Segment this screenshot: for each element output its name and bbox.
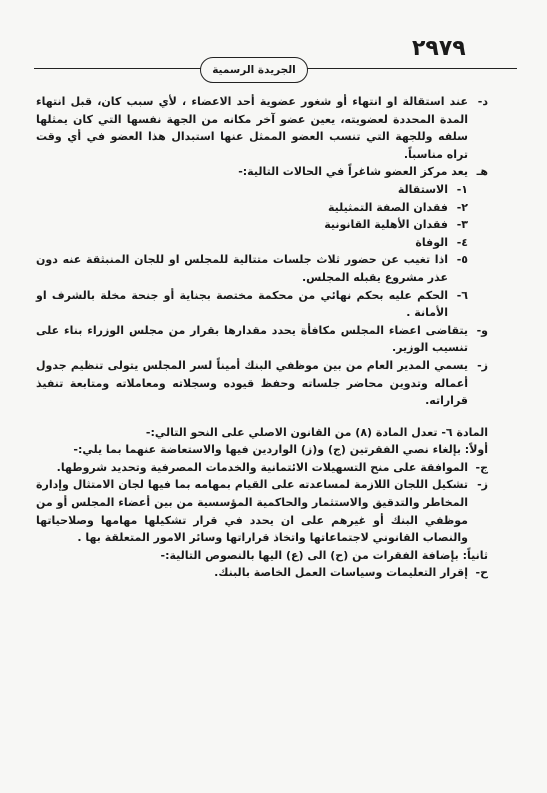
sub-item-text: الوفاة xyxy=(415,235,448,249)
article-6-para-z xyxy=(36,476,488,546)
clause-w xyxy=(36,322,488,357)
clause-label: د- xyxy=(477,95,488,108)
sub-item-1 xyxy=(36,181,488,199)
document-body xyxy=(36,93,488,582)
sub-item-4 xyxy=(36,234,488,252)
clause-label: ز- xyxy=(477,478,488,492)
sub-item-label: ٦- xyxy=(456,288,468,302)
clause-text: الموافقة على منح التسهيلات الائتمانية والخدمات المصرفية وتحديد شروطها. xyxy=(56,460,468,474)
clause-text: يتقاضى اعضاء المجلس مكافأة يحدد مقدارها بقرار من مجلس الوزراء بناء على تنسيب الوزير. xyxy=(36,323,468,355)
sub-item-text: فقدان الأهلية القانونية xyxy=(324,218,448,232)
spacer xyxy=(36,410,488,424)
sub-item-label: ٢- xyxy=(456,200,468,214)
clause-text: يسمي المدير العام من بين موظفي البنك أميناً لسر المجلس يتولى تنظيم جدول أعماله وتدوين محاضر جلساته وحفظ قيوده وسجلاته ومعاملاته ومتابعة تنفيذ قراراته. xyxy=(36,358,468,408)
sub-item-6 xyxy=(36,287,488,322)
sub-item-5 xyxy=(36,251,488,286)
clause-z xyxy=(36,357,488,410)
article-6-para-j xyxy=(36,459,488,477)
clause-label: و- xyxy=(476,323,488,337)
header-label: الجريدة الرسمية xyxy=(200,57,308,83)
clause-label: ز- xyxy=(477,358,488,372)
clause-text: يعد مركز العضو شاغراً في الحالات التالية:- xyxy=(238,165,468,179)
sub-item-2 xyxy=(36,199,488,217)
clause-label: هـ xyxy=(476,165,488,179)
clause-h xyxy=(36,163,488,181)
article-6-second-paragraph: ثانياً: بإضافة الفقرات من (ح) الى (ع) اليها بالنصوص التالية:- xyxy=(160,548,488,562)
clause-text: تشكيل اللجان اللازمة لمساعدته على القيام بمهامه بما فيها لجان الامتثال وإدارة المخاطر والتدقيق والاستثمار والحاكمية المؤسسية من بين أعضاء المجلس أو من موظفي البنك أو غيرهم على ان يحدد في قرار تشكيلها مهامها وصلاحياتها والنصاب القانوني لاجتماعاتها واتخاذ قراراتها وسائر الامور المتعلقة بها . xyxy=(36,478,468,545)
clause-text: إقرار التعليمات وسياسات العمل الخاصة بالبنك. xyxy=(214,566,468,580)
sub-item-label: ٤- xyxy=(456,235,468,249)
article-6-para-h xyxy=(36,564,488,582)
sub-item-3 xyxy=(36,216,488,234)
sub-item-text: الحكم عليه بحكم نهائي من محكمة مختصة بجناية أو جنحة مخلة بالشرف او الأمانة . xyxy=(36,288,448,320)
clause-label: ج- xyxy=(475,460,488,474)
article-6-first-paragraph: أولاً: بإلغاء نصي الفقرتين (ج) و(ز) الواردين فيها والاستعاضة عنهما بما يلي:- xyxy=(73,443,488,457)
page-number: ٢٩٧٩ xyxy=(412,36,466,61)
article-6-heading: المادة ٦- تعدل المادة (٨) من القانون الاصلي على النحو التالي:- xyxy=(145,425,488,439)
clause-text: عند استقالة او انتهاء أو شغور عضوية أحد الاعضاء ، لأي سبب كان، قبل انتهاء المدة المحددة لعضويته، يعين عضو آخر مكانه من الجهة نفسها التي كان يمثلها سلفه وللجهة التي تنسب العضو الممثل عنها استبدال هذا العضو في أي وقت تراه مناسباً. xyxy=(36,95,468,161)
sub-item-label: ٣- xyxy=(456,218,468,232)
sub-item-label: ٥- xyxy=(456,253,468,267)
sub-item-text: اذا تغيب عن حضور ثلاث جلسات متتالية للمجلس او للجان المنبثقة عنه دون عذر مشروع يقبله المجلس. xyxy=(36,253,448,284)
sub-item-text: الاستقالة xyxy=(397,182,448,196)
sub-item-label: ١- xyxy=(456,182,468,196)
sub-item-text: فقدان الصفة التمثيلية xyxy=(327,200,448,214)
clause-label: ح- xyxy=(475,566,488,580)
clause-d xyxy=(36,93,488,163)
